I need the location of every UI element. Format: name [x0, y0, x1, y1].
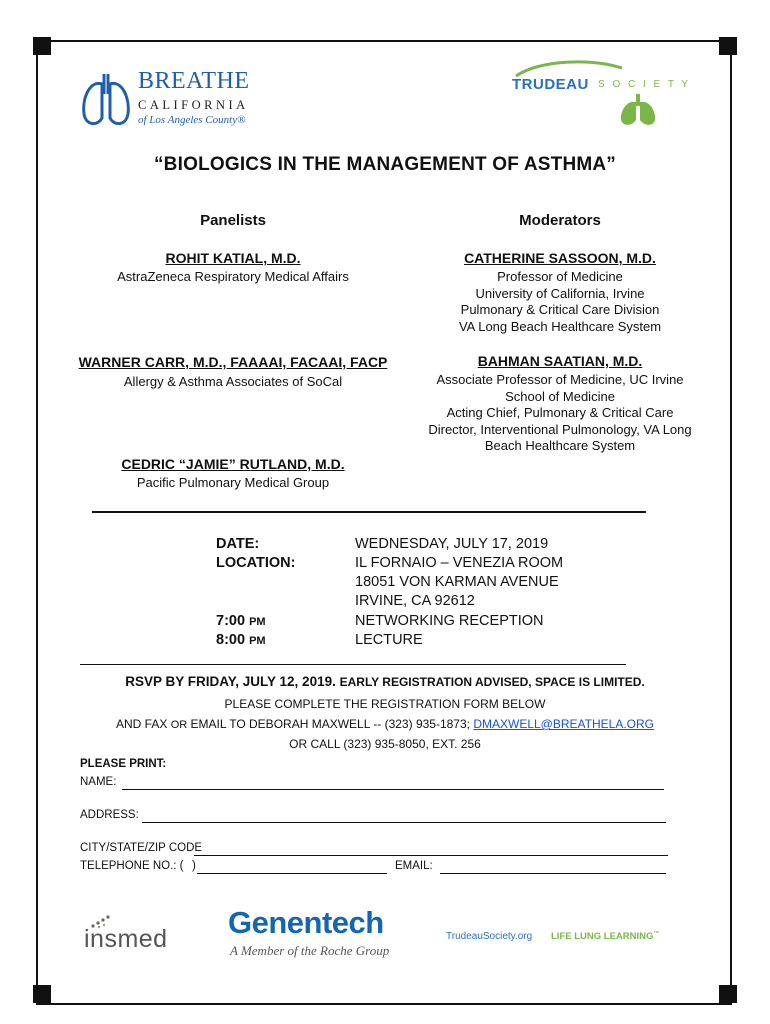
panelist-name: CEDRIC “JAMIE” RUTLAND, M.D. [121, 456, 345, 472]
rsvp-note: EARLY REGISTRATION ADVISED, SPACE IS LIMITED. [339, 675, 645, 689]
border-corner [33, 985, 51, 1003]
separator-line [92, 511, 646, 513]
schedule-item: NETWORKING RECEPTION [355, 613, 544, 629]
telephone-field[interactable] [197, 873, 387, 874]
life-lung-learning [551, 931, 659, 942]
border-corner [719, 985, 737, 1003]
insmed-wordmark: insmed [84, 925, 168, 953]
date-label: DATE: [216, 536, 260, 552]
address-field[interactable] [142, 822, 666, 823]
insmed-logo [84, 915, 184, 959]
event-date: WEDNESDAY, JULY 17, 2019 [355, 536, 549, 552]
moderator-2 [405, 353, 715, 455]
trudeau-society: S O C I E T Y [598, 79, 691, 90]
panelist-affiliation: Allergy & Asthma Associates of SoCal [123, 374, 343, 389]
moderator-affiliation: Pulmonary & Critical Care Division [460, 302, 660, 317]
event-location-line: IL FORNAIO – VENEZIA ROOM [355, 555, 564, 571]
moderator-name: BAHMAN SAATIAN, M.D. [477, 353, 643, 369]
panelists-heading: Panelists [200, 212, 266, 229]
rsvp-instructions: PLEASE COMPLETE THE REGISTRATION FORM BELOW [224, 697, 546, 711]
time-ampm: PM [249, 616, 266, 628]
moderator-affiliation: Beach Healthcare System [484, 438, 636, 453]
telephone-label: TELEPHONE NO.: ( [80, 860, 184, 872]
city-label: CITY/STATE/ZIP CODE [80, 842, 203, 854]
panelist-1 [78, 250, 388, 286]
trudeau-url: TrudeauSociety.org [446, 931, 533, 942]
moderator-affiliation: University of California, Irvine [475, 285, 645, 301]
rsvp-text: EMAIL [190, 717, 227, 731]
address-label: ADDRESS: [80, 809, 139, 821]
moderator-name: CATHERINE SASSOON, M.D. [464, 250, 656, 266]
trademark: ™ [653, 931, 660, 937]
panelist-3 [78, 456, 388, 492]
rsvp-text: OR [170, 719, 188, 731]
moderators-heading: Moderators [519, 212, 601, 229]
border-corner [719, 37, 737, 55]
time-2 [216, 631, 266, 651]
rsvp-contact [40, 717, 730, 731]
separator-line [80, 664, 626, 665]
trudeau-society-logo [510, 58, 700, 130]
breathe-california: CALIFORNIA [138, 98, 249, 112]
name-field[interactable] [122, 789, 664, 790]
telephone-paren: ) [192, 860, 196, 872]
moderator-1 [405, 250, 715, 335]
rsvp-text: TO DEBORAH MAXWELL -- (323) 935-1873; [229, 717, 470, 731]
email-label: EMAIL: [395, 860, 433, 872]
time-value: 8:00 [216, 632, 246, 648]
life-lung-text: LIFE LUNG LEARNING [551, 931, 654, 943]
green-lungs-icon [618, 94, 658, 128]
moderators-column [405, 212, 715, 229]
genentech-logo [228, 905, 408, 965]
panelist-2 [78, 353, 388, 391]
trudeau-wordmark: TRUDEAU [512, 76, 589, 93]
time-1 [216, 612, 266, 632]
moderator-affiliation: Associate Professor of Medicine, UC Irvine [436, 372, 684, 387]
event-location-line: IRVINE, CA 92612 [355, 593, 475, 609]
please-print-label: PLEASE PRINT: [80, 758, 167, 770]
genentech-tagline: A Member of the Roche Group [230, 943, 390, 958]
moderator-affiliation: Director, Interventional Pulmonology, VA Long [428, 421, 692, 437]
time-value: 7:00 [216, 613, 246, 629]
panelists-column [78, 212, 388, 229]
lungs-icon [80, 70, 132, 130]
location-label: LOCATION: [216, 555, 296, 571]
moderator-affiliation: VA Long Beach Healthcare System [458, 318, 662, 334]
breathe-logo [80, 70, 280, 140]
name-label: NAME: [80, 776, 117, 788]
schedule-item: LECTURE [355, 632, 423, 648]
event-location-line: 18051 VON KARMAN AVENUE [355, 574, 559, 590]
rsvp-phone: OR CALL (323) 935-8050, EXT. 256 [289, 737, 481, 751]
panelist-name: WARNER CARR, M.D., FAAAAI, FACAAI, FACP [78, 354, 388, 370]
email-field[interactable] [440, 873, 666, 874]
time-ampm: PM [249, 635, 266, 647]
moderator-affiliation: School of Medicine [505, 388, 615, 404]
panelist-affiliation: Pacific Pulmonary Medical Group [136, 475, 330, 490]
rsvp-text: AND FAX [115, 717, 168, 731]
border-corner [33, 37, 51, 55]
rsvp-deadline: RSVP BY FRIDAY, JULY 12, 2019. [125, 674, 336, 689]
event-title: “BIOLOGICS IN THE MANAGEMENT OF ASTHMA” [153, 154, 617, 175]
panelist-name: ROHIT KATIAL, M.D. [165, 250, 301, 266]
email-link[interactable]: DMAXWELL@BREATHELA.ORG [473, 717, 654, 731]
genentech-wordmark: Genentech [228, 905, 384, 940]
city-state-zip-field[interactable] [194, 855, 668, 856]
breathe-wordmark: BREATHE [138, 68, 250, 94]
rsvp-line [40, 674, 730, 689]
panelist-affiliation: AstraZeneca Respiratory Medical Affairs [117, 269, 349, 284]
moderator-affiliation: Acting Chief, Pulmonary & Critical Care [446, 405, 674, 420]
moderator-affiliation: Professor of Medicine [497, 269, 623, 284]
breathe-region: of Los Angeles County® [138, 114, 246, 126]
